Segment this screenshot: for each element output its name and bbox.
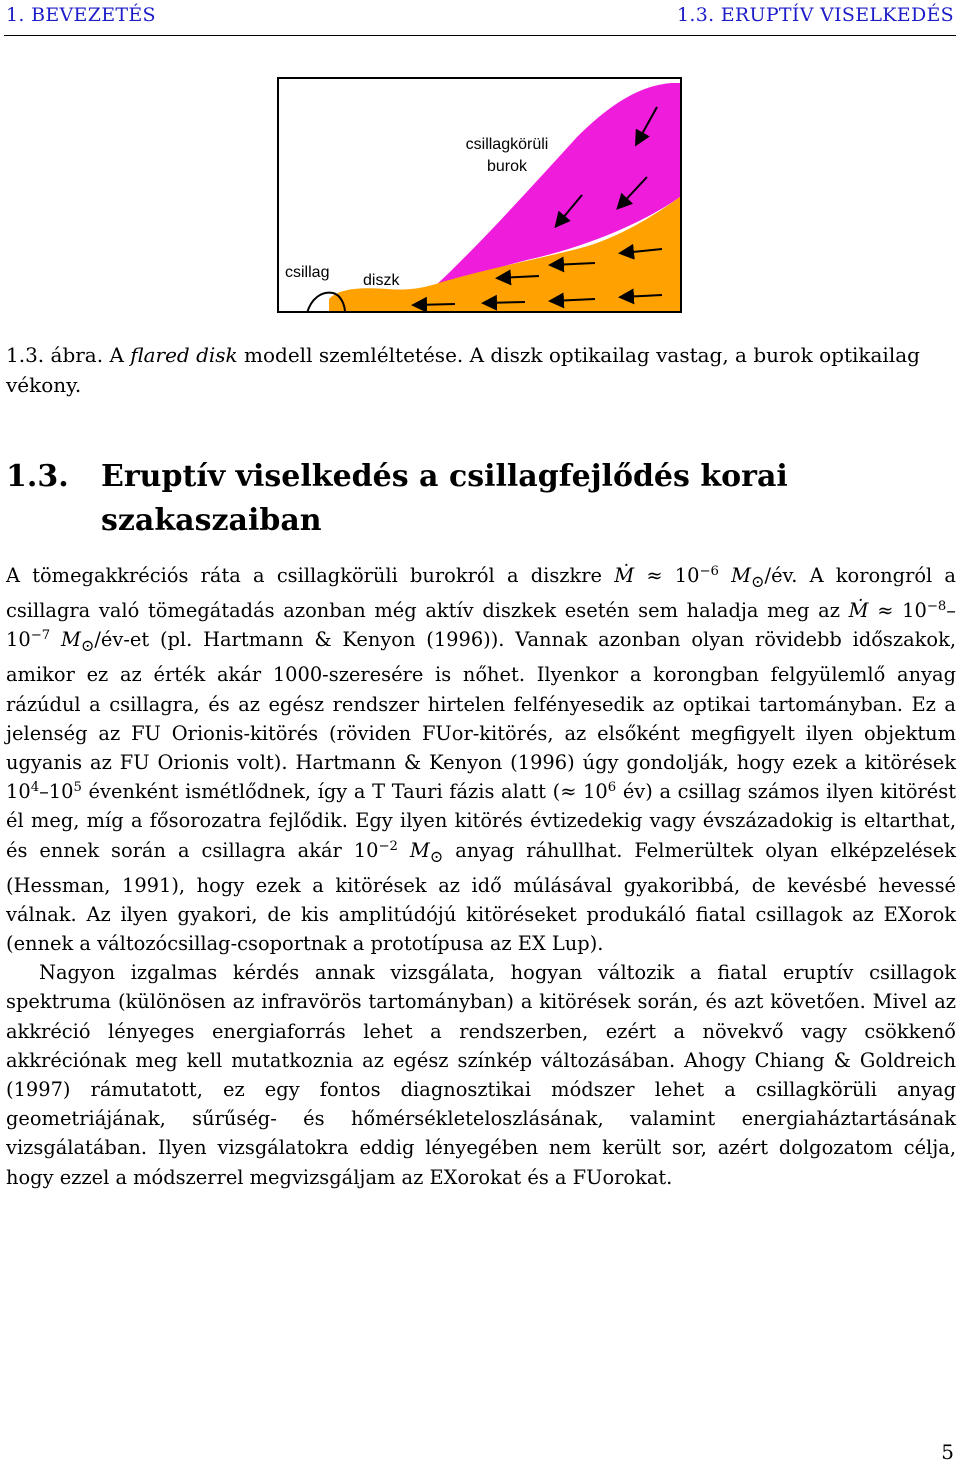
disk-label: diszk — [363, 272, 400, 289]
math-sun-symbol: ⊙ — [429, 846, 444, 866]
running-header — [6, 4, 954, 32]
math-ten: 10 — [353, 838, 379, 862]
math-exponent: −2 — [378, 838, 398, 854]
math-ten: 10 — [902, 599, 927, 623]
math-sun-symbol: ⊙ — [80, 636, 95, 656]
text-run: A tömegakkréciós ráta a csillagkörüli burokról a diszkre — [6, 564, 603, 587]
text-run: /év-et (pl. Hartmann & Kenyon (1996)). Vannak azonban olyan rövidebb időszakok, amikor ez az érték akár 1000-szeresére is nőhet. Ilyenkor a korongban felgyülemlő anyag rázúdul a csillagra, és az egész rendszer hirtelen felfényesedik az optikai tartományban. Ez a jelenség az FU Orionis-kitörés (röviden FUor-kitörés, az elsőként megfigyelt ilyen objektum ugyanis az FU Orionis volt). Hartmann & Kenyon (1996) úgy gondolják, hogy ezek a kitörések — [6, 628, 956, 774]
paragraph-2: Nagyon izgalmas kérdés annak vizsgálata, hogyan változik a fiatal eruptív csillagok spektruma (különösen az infravörös tartományban) a kitörések során, és azt követően. Mivel az akkréció lényeges energiaforrás lehet a rendszerben, ezért a növekvő vagy csökkenő akkréciónak meg kell mutatkoznia az egész színkép változásában. Ahogy Chiang & Goldreich (1997) rámutatott, ez egy fontos diagnosztikai módszer lehet a csillagkörüli anyag geometriájának, sűrűség- és hőmérsékleteloszlásának, valamint energiaháztartásának vizsgálatában. Ilyen vizsgálatokra eddig lényegében nem került sor, azért dolgozatom célja, hogy ezzel a módszerrel megvizsgáljam az EXorokat és a FUorokat. — [6, 961, 956, 1189]
disk-arrow — [485, 302, 525, 303]
math-exponent: 6 — [607, 779, 617, 795]
math-ten: 10 — [6, 780, 31, 804]
math-msun: M — [731, 564, 751, 587]
flared-disk-figure — [277, 77, 682, 313]
text-run: év) a csillag számos ilyen kitörést él meg, míg a fősorozatra fejlődik. Egy ilyen kitörés évtizedekig vagy évszázadokig is eltarthat, és ennek során a csillagra akár — [6, 780, 956, 862]
math-msun: M — [409, 838, 430, 862]
math-msun: M — [60, 628, 81, 652]
math-ten: 10 — [6, 628, 31, 652]
math-exponent: 5 — [73, 779, 82, 795]
caption-italic-term: flared disk — [130, 343, 238, 367]
math-exponent: −7 — [30, 628, 51, 644]
math-ten: 10 — [48, 780, 74, 804]
envelope-label: csillagkörüli burok — [465, 136, 549, 175]
section-title: Eruptív viselkedés a csillagfejlődés korai szakaszaiban — [101, 459, 788, 538]
section-heading — [6, 455, 956, 543]
math-approx: ≈ — [877, 599, 894, 623]
text-run: anyag ráhullhat. Felmerültek olyan elképzelések (Hessman, 1991), hogy ezek a kitörések az idő múlásával gyakoribbá, de kevésbé hevessé válnak. Az ilyen gyakori, de kis amplitúdójú kitöréseket produkáló fiatal csillagok az EXorok (ennek a változócsillag-csoportnak a prototípusa az EX Lup). — [6, 838, 956, 956]
math-sun-symbol: ⊙ — [751, 571, 765, 591]
math-exponent: −6 — [699, 563, 719, 579]
math-dash: – — [946, 599, 956, 623]
header-section: 1.3. ERUPTÍV VISELKEDÉS — [676, 4, 954, 26]
disk-arrow — [415, 304, 455, 305]
math-exponent: 4 — [30, 779, 40, 795]
figure-caption — [6, 340, 956, 400]
caption-prefix: 1.3. ábra. — [6, 343, 104, 367]
header-chapter: 1. BEVEZETÉS — [6, 4, 156, 26]
math-approx: ≈ — [646, 564, 663, 587]
paragraph-1 — [6, 561, 956, 958]
text-run: évenként ismétlődnek, így a T Tauri fázis alatt ( — [88, 780, 561, 804]
caption-text-after: modell szemléltetése. A diszk optikailag vastag, a burok optikailag vékony. — [6, 343, 920, 397]
math-ten: 10 — [583, 780, 608, 804]
page-number: 5 — [941, 1440, 954, 1464]
header-rule — [4, 35, 956, 36]
section-number: 1.3. — [6, 459, 69, 494]
math-exponent: −8 — [926, 598, 947, 614]
math-ten: 10 — [674, 564, 700, 587]
caption-text-before: A — [109, 343, 124, 367]
text-run: /év. A korongról a csillagra való tömegátadás azonban még aktív diszkek esetén sem haladja meg az — [6, 564, 956, 623]
body-text — [6, 561, 956, 1192]
math-approx: ≈ — [560, 780, 577, 804]
math-mdot: Ṁ — [614, 564, 635, 587]
star-label: csillag — [285, 264, 330, 281]
math-mdot: Ṁ — [848, 599, 869, 623]
math-dash: – — [39, 780, 49, 804]
